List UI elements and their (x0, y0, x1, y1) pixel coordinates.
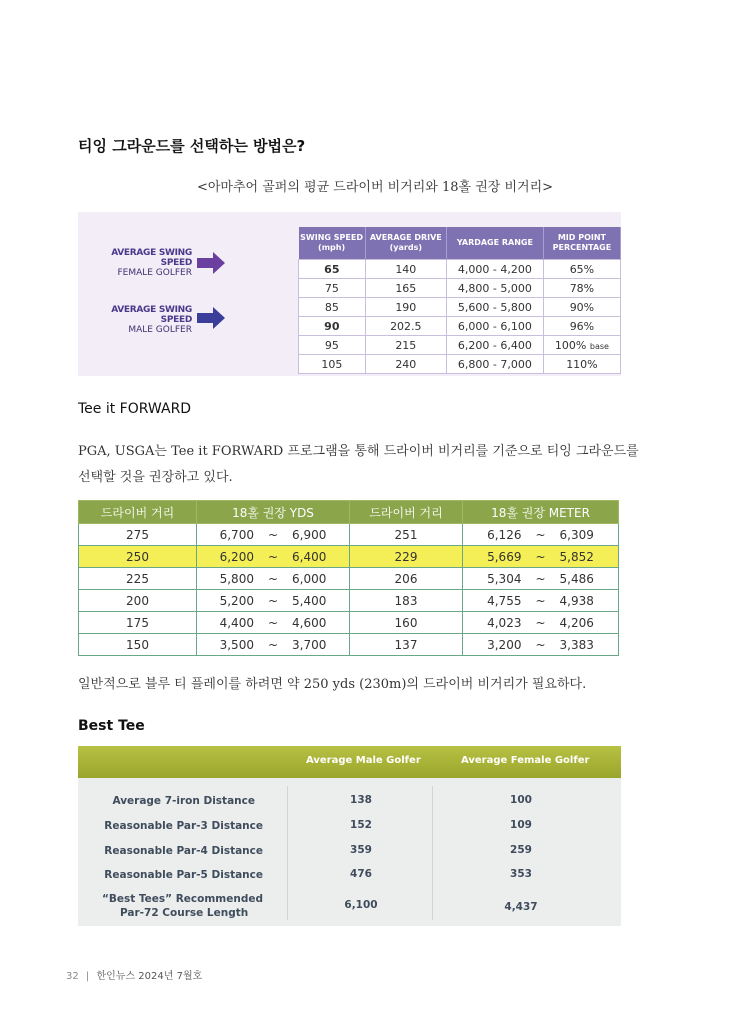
range-tilde: ~ (267, 527, 279, 542)
cell-driver-m: 206 (350, 568, 463, 590)
table-row (299, 298, 621, 317)
range-max: 3,700 (292, 637, 327, 652)
section-heading-tee-it-forward: Tee it FORWARD (78, 401, 192, 417)
cell-driver-m: 183 (350, 590, 463, 612)
cell-range-meter (463, 612, 619, 634)
blue-tee-paragraph: 일반적으로 블루 티 플레이를 하려면 약 250 yds (230m)의 드라이버 비거리가 필요하다. (78, 677, 587, 692)
cell-range-yds (197, 634, 350, 656)
cell-range-yds (197, 612, 350, 634)
cell-range-yds (197, 568, 350, 590)
male-label-line1: AVERAGE SWING SPEED (111, 305, 192, 325)
range-tilde: ~ (267, 637, 279, 652)
header-subtext: (yards) (389, 243, 422, 252)
table-caption: <아마추어 골퍼의 평균 드라이버 비거리와 18홀 권장 비거리> (196, 180, 554, 195)
swing-speed-data-table (298, 227, 621, 374)
section-heading-best-tee: Best Tee (78, 718, 145, 734)
cell-range-meter (463, 590, 619, 612)
range-max: 4,206 (559, 615, 594, 630)
value-male-par-5: 476 (350, 868, 372, 880)
row-label-par-4: Reasonable Par-4 Distance (104, 845, 263, 857)
cell-swing-speed: 65 (299, 260, 366, 279)
range-tilde: ~ (535, 637, 546, 652)
cell-mid-point: 96% (543, 317, 620, 336)
range-min: 4,023 (487, 615, 522, 630)
range-max: 5,486 (559, 571, 594, 586)
table-row (79, 524, 619, 546)
cell-driver-m: 137 (350, 634, 463, 656)
row-label-par-5: Reasonable Par-5 Distance (104, 869, 263, 881)
header-text: SWING SPEED (300, 233, 363, 242)
cell-range-yds (197, 546, 350, 568)
range-min: 4,755 (487, 593, 522, 608)
cell-mid-point (543, 336, 620, 355)
range-max: 6,900 (292, 527, 327, 542)
value-male-par-4: 359 (350, 844, 372, 856)
table-row (79, 590, 619, 612)
range-tilde: ~ (535, 527, 546, 542)
intro-paragraph: PGA, USGA는 Tee it FORWARD 프로그램을 통해 드라이버 비거리를 기준으로 티잉 그라운드를 선택할 것을 권장하고 있다. (78, 444, 639, 485)
cell-yardage-range: 6,800 - 7,000 (446, 355, 543, 374)
range-tilde: ~ (535, 549, 546, 564)
range-tilde: ~ (535, 571, 546, 586)
cell-mid-point: 90% (543, 298, 620, 317)
cell-driver-yds: 175 (79, 612, 197, 634)
swing-speed-table (78, 212, 621, 376)
range-max: 5,400 (292, 593, 327, 608)
cell-yardage-range: 6,000 - 6,100 (446, 317, 543, 336)
row-label-7-iron: Average 7-iron Distance (112, 795, 255, 807)
range-min: 5,669 (487, 549, 522, 564)
cell-yardage-range: 6,200 - 6,400 (446, 336, 543, 355)
female-golfer-label (78, 248, 192, 278)
cell-driver-yds: 250 (79, 546, 197, 568)
range-min: 5,200 (219, 593, 254, 608)
range-max: 6,400 (292, 549, 327, 564)
cell-driver-yds: 225 (79, 568, 197, 590)
header-driver-distance-m: 드라이버 거리 (350, 501, 463, 524)
header-male-golfer: Average Male Golfer (306, 755, 421, 766)
cell-average-drive: 140 (365, 260, 446, 279)
range-tilde: ~ (535, 593, 546, 608)
cell-driver-m: 251 (350, 524, 463, 546)
cell-swing-speed: 90 (299, 317, 366, 336)
cell-swing-speed: 75 (299, 279, 366, 298)
value-female-par-5: 353 (510, 868, 532, 880)
table-row (79, 568, 619, 590)
cell-average-drive: 190 (365, 298, 446, 317)
table-row (299, 260, 621, 279)
range-min: 5,304 (487, 571, 522, 586)
female-label-line2: FEMALE GOLFER (117, 268, 192, 278)
cell-swing-speed: 105 (299, 355, 366, 374)
header-subtext: (mph) (318, 243, 346, 252)
base-suffix: base (589, 341, 609, 351)
cell-yardage-range: 4,000 - 4,200 (446, 260, 543, 279)
header-yardage-range (446, 227, 543, 260)
cell-driver-yds: 275 (79, 524, 197, 546)
cell-yardage-range: 5,600 - 5,800 (446, 298, 543, 317)
range-min: 6,700 (219, 527, 254, 542)
header-text: AVERAGE DRIVE (369, 233, 442, 242)
header-text: YARDAGE RANGE (456, 238, 533, 247)
male-golfer-label (78, 305, 192, 335)
header-subtext: PERCENTAGE (552, 243, 612, 252)
cell-driver-yds: 150 (79, 634, 197, 656)
range-tilde: ~ (267, 593, 279, 608)
table-row (299, 317, 621, 336)
range-tilde: ~ (535, 615, 546, 630)
range-min: 6,126 (487, 527, 522, 542)
page-footer (66, 967, 202, 982)
best-tee-table (78, 746, 621, 926)
value-female-7-iron: 100 (510, 794, 532, 806)
range-min: 4,400 (219, 615, 254, 630)
value-female-par-4: 259 (510, 844, 532, 856)
table-header-row (299, 227, 621, 260)
header-mid-point (543, 227, 620, 260)
male-arrow-icon (197, 307, 225, 329)
section-heading-teeing-ground: 티잉 그라운드를 선택하는 방법은? (78, 137, 306, 155)
header-text: MID POINT (557, 233, 606, 242)
male-label-line2: MALE GOLFER (128, 325, 192, 335)
cell-range-meter (463, 568, 619, 590)
header-recommended-meter: 18홀 권장 METER (463, 501, 619, 524)
header-recommended-yds: 18홀 권장 YDS (197, 501, 350, 524)
cell-range-meter (463, 546, 619, 568)
range-tilde: ~ (267, 549, 279, 564)
cell-average-drive: 165 (365, 279, 446, 298)
value-female-par-3: 109 (510, 819, 532, 831)
cell-average-drive: 215 (365, 336, 446, 355)
header-female-golfer: Average Female Golfer (461, 755, 590, 766)
mid-point-value: 100% (554, 338, 587, 352)
footer-separator: | (85, 971, 90, 982)
female-label-line1: AVERAGE SWING SPEED (111, 248, 192, 268)
range-max: 5,852 (559, 549, 594, 564)
cell-range-meter (463, 524, 619, 546)
cell-mid-point: 110% (543, 355, 620, 374)
page-number: 32 (66, 971, 79, 982)
row-label-best-tees (78, 892, 263, 920)
publication-name: 한인뉴스 2024년 7월호 (96, 971, 203, 982)
header-average-drive (365, 227, 446, 260)
value-female-best-tees: 4,437 (504, 901, 538, 913)
table-row (79, 612, 619, 634)
table-row (299, 336, 621, 355)
tee-it-forward-table (78, 500, 619, 656)
table-header-row (79, 501, 619, 524)
best-tees-label-line1: “Best Tees” Recommended (101, 893, 263, 905)
table-row (299, 279, 621, 298)
header-driver-distance-yds: 드라이버 거리 (79, 501, 197, 524)
cell-swing-speed: 95 (299, 336, 366, 355)
cell-range-yds (197, 590, 350, 612)
cell-mid-point: 78% (543, 279, 620, 298)
best-tees-label-line2: Par-72 Course Length (120, 907, 249, 919)
table-row (299, 355, 621, 374)
range-tilde: ~ (267, 571, 279, 586)
range-min: 3,500 (219, 637, 254, 652)
cell-average-drive: 202.5 (365, 317, 446, 336)
column-divider (432, 786, 433, 920)
cell-range-yds (197, 524, 350, 546)
cell-driver-yds: 200 (79, 590, 197, 612)
column-divider (287, 786, 288, 920)
row-label-par-3: Reasonable Par-3 Distance (104, 820, 263, 832)
best-tee-header (78, 746, 621, 778)
female-arrow-icon (197, 252, 225, 274)
table-row (79, 634, 619, 656)
cell-swing-speed: 85 (299, 298, 366, 317)
cell-range-meter (463, 634, 619, 656)
range-min: 5,800 (219, 571, 254, 586)
cell-yardage-range: 4,800 - 5,000 (446, 279, 543, 298)
range-max: 6,000 (292, 571, 327, 586)
cell-mid-point: 65% (543, 260, 620, 279)
value-male-par-3: 152 (350, 819, 372, 831)
range-max: 6,309 (559, 527, 594, 542)
table-row-highlighted (79, 546, 619, 568)
cell-driver-m: 229 (350, 546, 463, 568)
range-min: 3,200 (487, 637, 522, 652)
cell-average-drive: 240 (365, 355, 446, 374)
value-male-best-tees: 6,100 (344, 899, 378, 911)
range-min: 6,200 (219, 549, 254, 564)
range-max: 3,383 (559, 637, 594, 652)
value-male-7-iron: 138 (350, 794, 372, 806)
range-max: 4,938 (559, 593, 594, 608)
range-max: 4,600 (292, 615, 327, 630)
cell-driver-m: 160 (350, 612, 463, 634)
range-tilde: ~ (267, 615, 279, 630)
header-swing-speed (299, 227, 366, 260)
